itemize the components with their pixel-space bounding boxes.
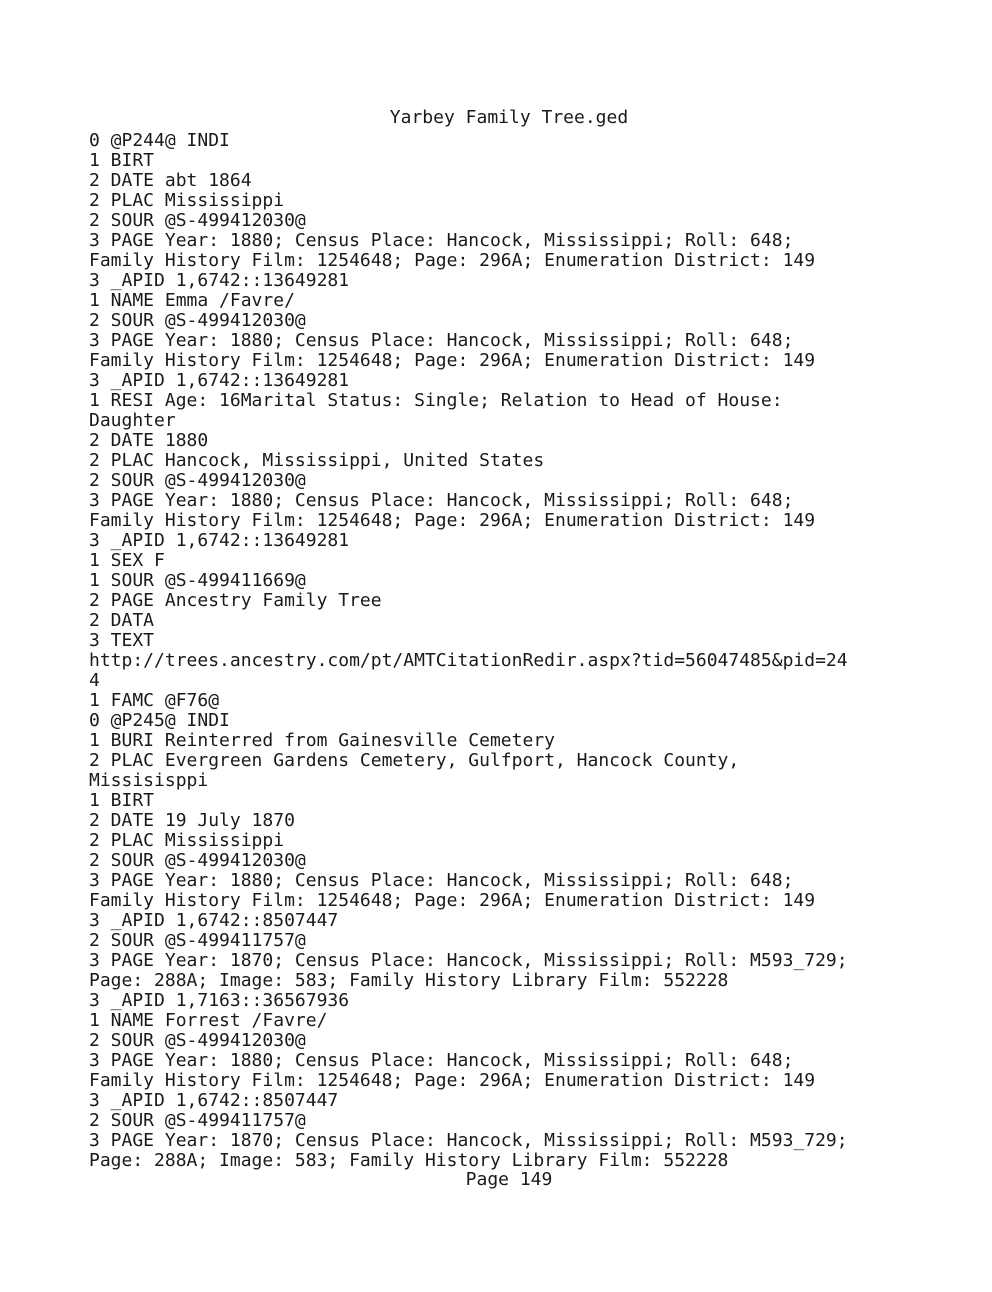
gedcom-line: 1 BIRT — [89, 150, 155, 171]
gedcom-line: http://trees.ancestry.com/pt/AMTCitationRedir.aspx?tid=56047485&pid=24 — [89, 650, 848, 671]
gedcom-line: 1 SEX F — [89, 550, 165, 571]
gedcom-line: 1 BIRT — [89, 790, 155, 811]
gedcom-line: 3 _APID 1,7163::36567936 — [89, 990, 350, 1011]
gedcom-line: 3 _APID 1,6742::13649281 — [89, 270, 350, 291]
gedcom-line: 0 @P244@ INDI — [89, 130, 230, 151]
gedcom-line: 2 DATE abt 1864 — [89, 170, 252, 191]
gedcom-line: 1 RESI Age: 16Marital Status: Single; Relation to Head of House: — [89, 390, 783, 411]
gedcom-line: 3 PAGE Year: 1880; Census Place: Hancock, Mississippi; Roll: 648; — [89, 490, 794, 511]
gedcom-line: 2 DATE 1880 — [89, 430, 209, 451]
gedcom-line: 2 PLAC Mississippi — [89, 830, 285, 851]
gedcom-line: 2 SOUR @S-499412030@ — [89, 850, 306, 871]
gedcom-line: 3 PAGE Year: 1880; Census Place: Hancock, Mississippi; Roll: 648; — [89, 1050, 794, 1071]
gedcom-line: 3 PAGE Year: 1870; Census Place: Hancock, Mississippi; Roll: M593_729; — [89, 1130, 848, 1151]
gedcom-line: 1 BURI Reinterred from Gainesville Cemetery — [89, 730, 555, 751]
gedcom-line: 2 SOUR @S-499412030@ — [89, 1030, 306, 1051]
gedcom-line: 3 PAGE Year: 1870; Census Place: Hancock, Mississippi; Roll: M593_729; — [89, 950, 848, 971]
gedcom-line: 4 — [89, 670, 100, 691]
gedcom-line: 2 DATE 19 July 1870 — [89, 810, 295, 831]
gedcom-line: 3 PAGE Year: 1880; Census Place: Hancock, Mississippi; Roll: 648; — [89, 230, 794, 251]
gedcom-line: 1 SOUR @S-499411669@ — [89, 570, 306, 591]
gedcom-line: 3 _APID 1,6742::8507447 — [89, 1090, 339, 1111]
gedcom-line: 3 TEXT — [89, 630, 155, 651]
page-number: Page 149 — [465, 1169, 553, 1190]
gedcom-line: 0 @P245@ INDI — [89, 710, 230, 731]
gedcom-line: 2 PLAC Mississippi — [89, 190, 285, 211]
gedcom-line: 1 FAMC @F76@ — [89, 690, 220, 711]
gedcom-line: 3 _APID 1,6742::13649281 — [89, 370, 350, 391]
gedcom-line: 2 SOUR @S-499412030@ — [89, 310, 306, 331]
gedcom-line: Family History Film: 1254648; Page: 296A; Enumeration District: 149 — [89, 1070, 816, 1091]
gedcom-line: 1 NAME Emma /Favre/ — [89, 290, 295, 311]
gedcom-line: 3 PAGE Year: 1880; Census Place: Hancock, Mississippi; Roll: 648; — [89, 870, 794, 891]
gedcom-line: Page: 288A; Image: 583; Family History Library Film: 552228 — [89, 970, 729, 991]
gedcom-line: 2 PLAC Hancock, Mississippi, United States — [89, 450, 545, 471]
gedcom-line: 1 NAME Forrest /Favre/ — [89, 1010, 328, 1031]
gedcom-line: 3 PAGE Year: 1880; Census Place: Hancock, Mississippi; Roll: 648; — [89, 330, 794, 351]
gedcom-line: 2 SOUR @S-499412030@ — [89, 210, 306, 231]
gedcom-line: Family History Film: 1254648; Page: 296A; Enumeration District: 149 — [89, 510, 816, 531]
gedcom-line: Page: 288A; Image: 583; Family History Library Film: 552228 — [89, 1150, 729, 1171]
document-title: Yarbey Family Tree.ged — [389, 107, 629, 128]
gedcom-line: 2 DATA — [89, 610, 155, 631]
gedcom-line: Family History Film: 1254648; Page: 296A; Enumeration District: 149 — [89, 890, 816, 911]
gedcom-line: Daughter — [89, 410, 176, 431]
gedcom-line: Family History Film: 1254648; Page: 296A; Enumeration District: 149 — [89, 250, 816, 271]
gedcom-line: 3 _APID 1,6742::13649281 — [89, 530, 350, 551]
gedcom-line: 2 PAGE Ancestry Family Tree — [89, 590, 382, 611]
gedcom-line: Family History Film: 1254648; Page: 296A; Enumeration District: 149 — [89, 350, 816, 371]
gedcom-line: 3 _APID 1,6742::8507447 — [89, 910, 339, 931]
gedcom-line: 2 SOUR @S-499411757@ — [89, 1110, 306, 1131]
gedcom-line: 2 SOUR @S-499411757@ — [89, 930, 306, 951]
gedcom-line: 2 SOUR @S-499412030@ — [89, 470, 306, 491]
gedcom-line: Missisisppi — [89, 770, 209, 791]
gedcom-text-body — [89, 131, 969, 1171]
gedcom-line: 2 PLAC Evergreen Gardens Cemetery, Gulfport, Hancock County, — [89, 750, 740, 771]
